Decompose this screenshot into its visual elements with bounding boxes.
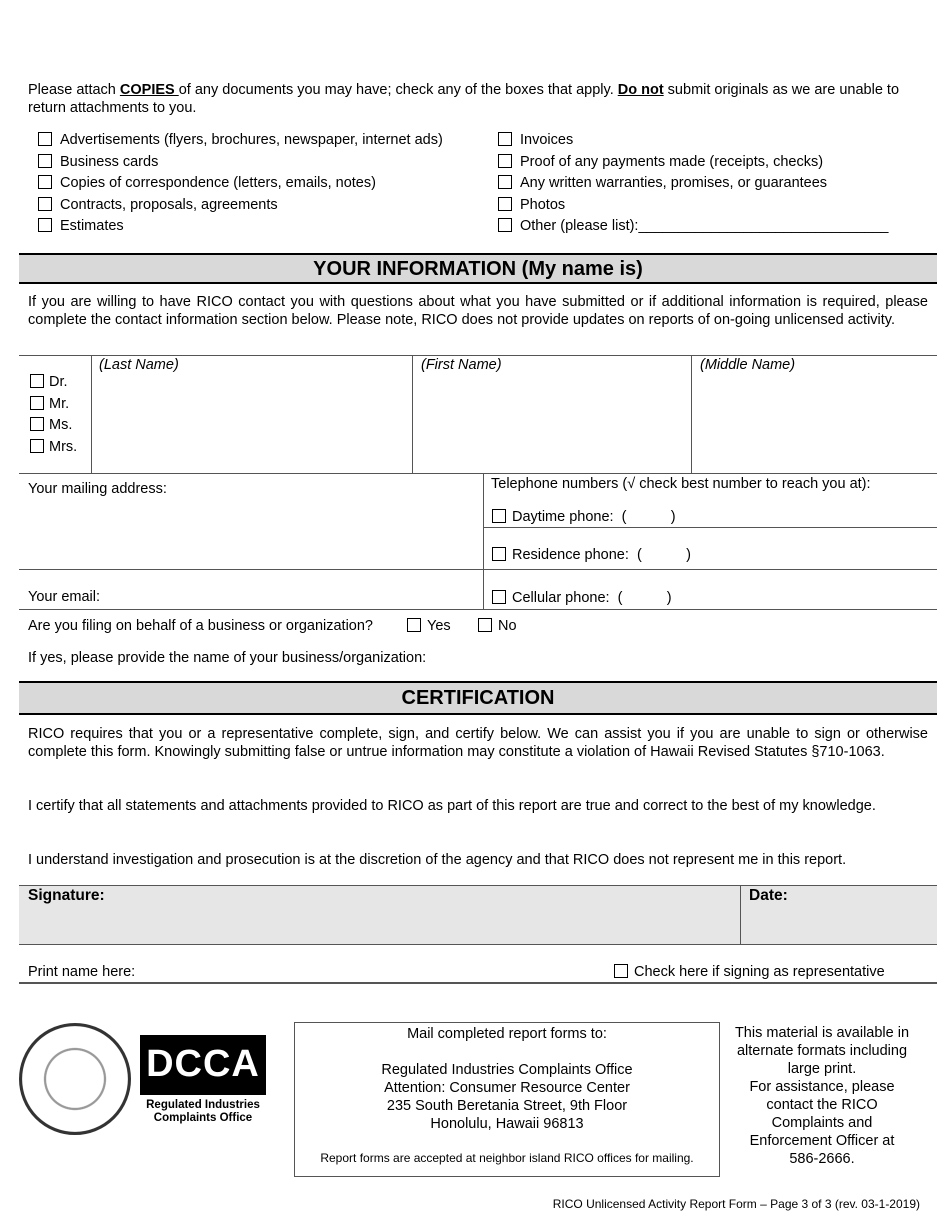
checkbox[interactable]: [38, 154, 52, 168]
checkbox[interactable]: [407, 618, 421, 632]
divider: [483, 527, 937, 528]
cellular-phone-option[interactable]: Cellular phone: ( ): [492, 590, 672, 606]
certification-header: CERTIFICATION: [19, 681, 937, 715]
certification-paragraph-3: I understand investigation and prosecution is at the discretion of the agency and that RICO does not represent me in this report.: [28, 852, 847, 868]
checkbox[interactable]: [614, 964, 628, 978]
divider: [691, 355, 692, 474]
business-question: Are you filing on behalf of a business or organization?: [28, 618, 373, 634]
divider: [483, 473, 484, 609]
certification-paragraph-2: I certify that all statements and attachments provided to RICO as part of this report are true and correct to the best of my knowledge.: [28, 798, 876, 814]
checkbox[interactable]: [498, 175, 512, 189]
residence-phone-option[interactable]: Residence phone: ( ): [492, 547, 691, 563]
mailing-address-field[interactable]: Your mailing address:: [28, 481, 167, 497]
signature-box: [19, 885, 937, 945]
your-information-header: YOUR INFORMATION (My name is): [19, 253, 937, 284]
middle-name-field[interactable]: (Middle Name): [700, 357, 796, 373]
your-information-intro: If you are willing to have RICO contact you with questions about what you have submitted or if additional information is required, please complete the contact information section below. Please note, RICO does not provide updates on reports of on-going unlicensed activity.: [28, 294, 928, 328]
checkbox[interactable]: [38, 197, 52, 211]
doc-option[interactable]: Copies of correspondence (letters, emails, notes): [38, 173, 443, 195]
rico-logo-text: Regulated Industries Complaints Office: [146, 1099, 260, 1124]
doc-option[interactable]: Advertisements (flyers, brochures, newspaper, internet ads): [38, 130, 443, 152]
documents-checklist-left: [38, 130, 443, 238]
last-name-field[interactable]: (Last Name): [99, 357, 179, 373]
checkbox[interactable]: [30, 396, 44, 410]
divider: [91, 355, 92, 474]
title-option[interactable]: Dr.: [30, 372, 77, 394]
mailing-instructions: Mail completed report forms to: Regulated Industries Complaints Office Attention: Consumer Resource Center 235 South Beretania Street, 9th Floor Honolulu, Hawaii 96813 Report forms are accepted at neighbor island RICO offices for mailing.: [294, 1022, 720, 1177]
business-yes-option[interactable]: Yes: [407, 618, 451, 634]
checkbox[interactable]: [38, 218, 52, 232]
checkbox[interactable]: [30, 374, 44, 388]
doc-option[interactable]: Photos: [498, 195, 888, 217]
divider: [740, 885, 741, 945]
checkbox[interactable]: [30, 439, 44, 453]
doc-option[interactable]: Estimates: [38, 216, 443, 238]
checkbox[interactable]: [38, 175, 52, 189]
doc-option[interactable]: Other (please list):_______________________________: [498, 216, 888, 238]
divider: [19, 569, 937, 570]
date-field[interactable]: Date:: [749, 887, 788, 904]
title-option[interactable]: Mrs.: [30, 437, 77, 459]
copies-emphasis: COPIES: [119, 82, 179, 98]
page-footer: RICO Unlicensed Activity Report Form – Page 3 of 3 (rev. 03-1-2019): [552, 1197, 920, 1211]
divider: [19, 473, 937, 474]
checkbox[interactable]: [498, 154, 512, 168]
email-field[interactable]: Your email:: [28, 589, 101, 605]
neighbor-island-note: Report forms are accepted at neighbor island RICO offices for mailing.: [320, 1151, 694, 1165]
checkbox[interactable]: [498, 132, 512, 146]
signature-field[interactable]: Signature:: [28, 887, 105, 904]
state-of-hawaii-seal-icon: [19, 1023, 131, 1135]
doc-option[interactable]: Proof of any payments made (receipts, checks): [498, 152, 888, 174]
documents-checklist-right: [498, 130, 888, 238]
alternate-formats-note: This material is available in alternate formats including large print. For assistance, please contact the RICO Complaints and Enforcement Officer at 586-2666.: [734, 1025, 910, 1167]
checkbox[interactable]: [30, 417, 44, 431]
divider: [19, 609, 937, 610]
title-options: [30, 372, 77, 458]
checkbox[interactable]: [38, 132, 52, 146]
checkbox[interactable]: [498, 197, 512, 211]
attachments-intro: Please attach COPIES of any documents you may have; check any of the boxes that apply. Do not submit originals as we are unable to return attachments to you.: [28, 82, 900, 116]
certification-paragraph-1: RICO requires that you or a representative complete, sign, and certify below. We can assist you if you are unable to sign or otherwise complete this form. Knowingly submitting false or untrue information may constitute a violation of Hawaii Revised Statutes §710-1063.: [28, 726, 928, 760]
representative-option[interactable]: Check here if signing as representative: [614, 964, 885, 980]
checkbox[interactable]: [498, 218, 512, 232]
doc-option[interactable]: Invoices: [498, 130, 888, 152]
divider: [19, 355, 937, 356]
checkbox[interactable]: [492, 590, 506, 604]
divider: [412, 355, 413, 474]
print-name-field[interactable]: Print name here:: [28, 964, 136, 980]
daytime-phone-option[interactable]: Daytime phone: ( ): [492, 509, 676, 525]
dcca-logo: DCCA: [140, 1035, 266, 1095]
doc-option[interactable]: Contracts, proposals, agreements: [38, 195, 443, 217]
checkbox[interactable]: [492, 509, 506, 523]
dcca-subtitle: Department of Commerce and Consumer Affairs: [149, 1089, 257, 1095]
checkbox[interactable]: [478, 618, 492, 632]
business-no-option[interactable]: No: [478, 618, 517, 634]
phone-header: Telephone numbers (√ check best number to reach you at):: [491, 476, 871, 492]
checkbox[interactable]: [492, 547, 506, 561]
doc-option[interactable]: Business cards: [38, 152, 443, 174]
do-not-emphasis: Do not: [617, 82, 664, 98]
doc-option[interactable]: Any written warranties, promises, or guarantees: [498, 173, 888, 195]
divider: [19, 982, 937, 984]
title-option[interactable]: Mr.: [30, 394, 77, 416]
business-name-field[interactable]: If yes, please provide the name of your business/organization:: [28, 650, 427, 666]
first-name-field[interactable]: (First Name): [421, 357, 502, 373]
title-option[interactable]: Ms.: [30, 415, 77, 437]
